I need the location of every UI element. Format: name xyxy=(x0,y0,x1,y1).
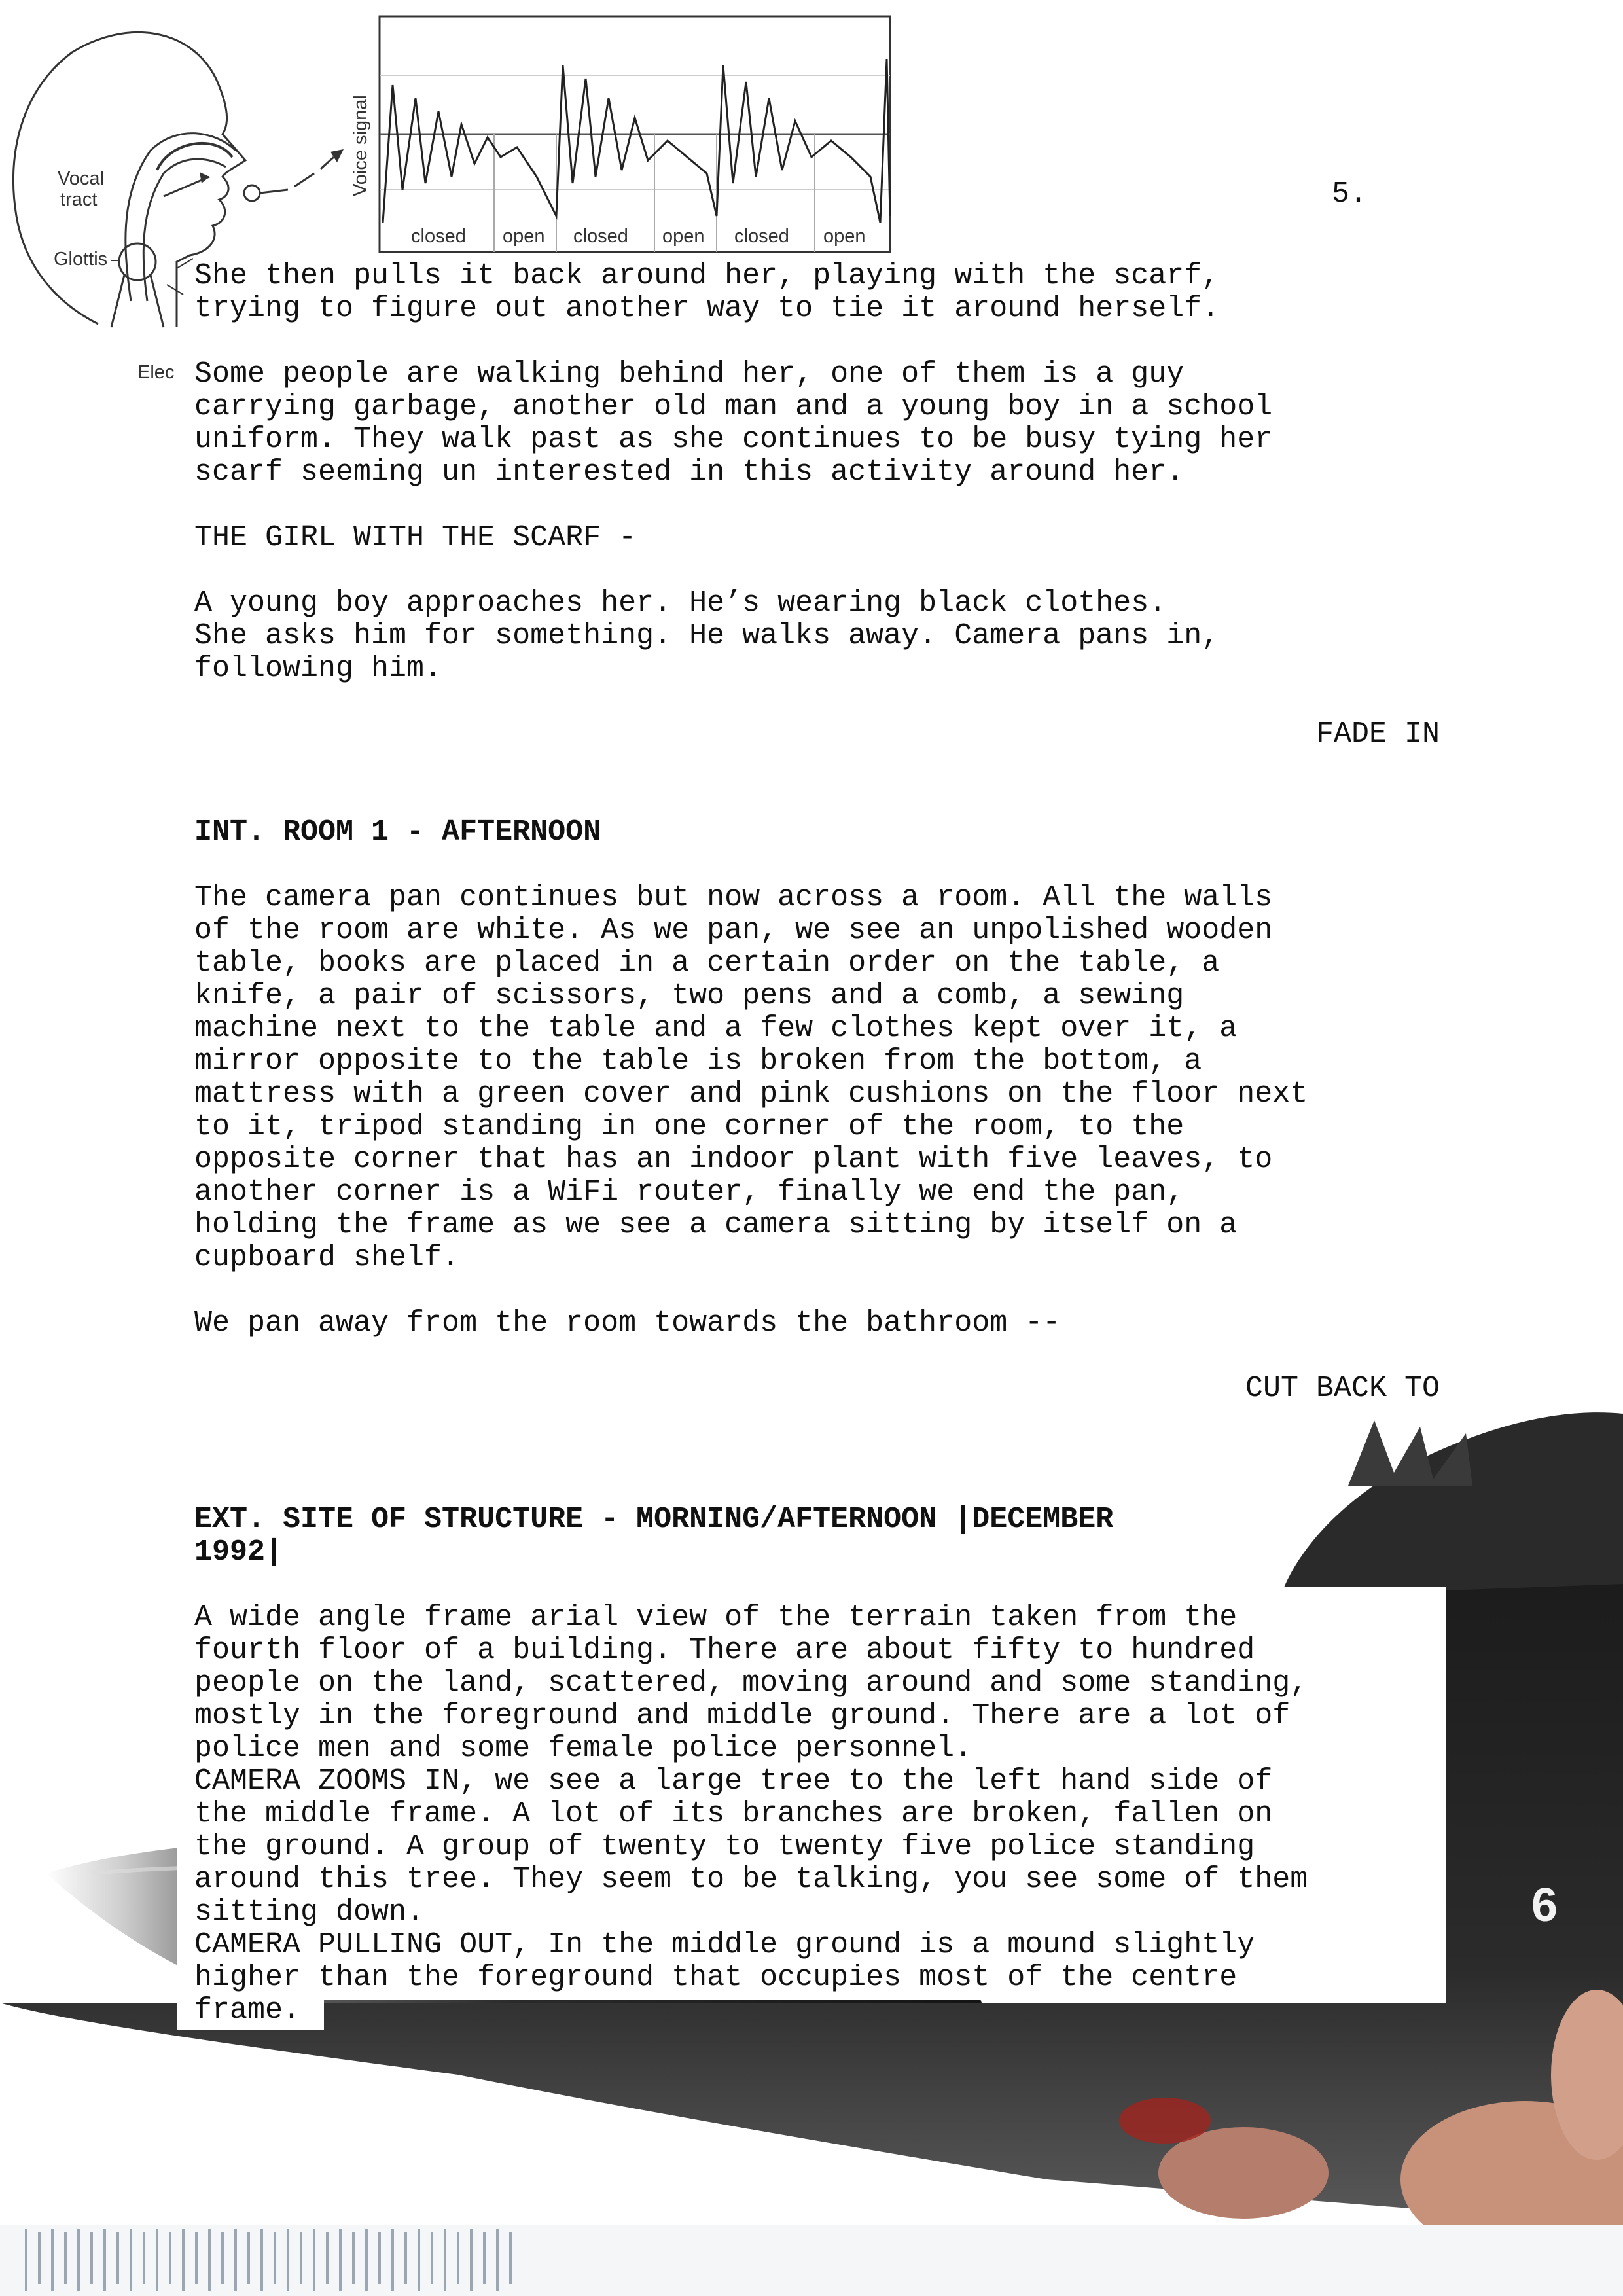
action-paragraph: Some people are walking behind her, one of them is a guy carrying garbage, another old man and a young boy in a school uniform. They walk past as she continues to be busy tying her scarf seeming un interested in this activity around her. xyxy=(194,357,1273,489)
action-paragraph: A young boy approaches her. He’s wearing black clothes. She asks him for something. He walks away. Camera pans in, following him. xyxy=(194,586,1220,685)
action-paragraph: We pan away from the room towards the bathroom -- xyxy=(194,1306,1061,1340)
action-paragraph: A wide angle frame arial view of the terrain taken from the fourth floor of a building. There are about fifty to hundred people on the land, scattered, moving around and some standing, mostly in the foreground and middle ground. There are a lot of police men and some female police personnel. CAMERA ZOOMS IN, we see a large tree to the left hand side of the middle frame. A lot of its branches are broken, fallen on the ground. A group of twenty to twenty five police standing around this tree. They seem to be talking, you see some of them sitting down. CAMERA PULLING OUT, In the middle ground is a mound slightly higher than the foreground that occupies most of the centre frame. xyxy=(194,1601,1308,2027)
transition-fade-in: FADE IN xyxy=(1315,717,1440,751)
glottis-circle xyxy=(119,243,156,280)
phase-label: closed xyxy=(573,226,628,247)
phase-label: closed xyxy=(411,226,466,247)
phase-label: closed xyxy=(734,226,789,247)
voice-signal-waveform xyxy=(383,59,890,223)
y-axis-label: Voice signal xyxy=(350,95,371,196)
action-paragraph: She then pulls it back around her, playing with the scarf, trying to figure out another way to tie it around herself. xyxy=(194,259,1220,325)
phase-label: open xyxy=(662,226,705,247)
label-cropped: Elec xyxy=(137,362,175,383)
phase-label: open xyxy=(503,226,545,247)
microphone-icon xyxy=(244,185,260,201)
action-paragraph: The camera pan continues but now across a room. All the walls of the room are white. As we pan, we see an unpolished wooden table, books are placed in a certain order on the table, a knife, a pair of scissors, two pens and a comb, a sewing machine next to the table and a few clothes kept over it, a mirror opposite to the table is broken from the bottom, a mattress with a green cover and pink cushions on the floor next to it, tripod standing in one corner of the room, to the opposite corner that has an indoor plant with five leaves, to another corner is a WiFi router, finally we end the pan, holding the frame as we see a camera sitting by itself on a cupboard shelf. xyxy=(194,881,1308,1274)
scene-heading: INT. ROOM 1 - AFTERNOON xyxy=(194,816,601,849)
label-tract: tract xyxy=(60,189,98,210)
photo-number-6: 6 xyxy=(1531,1879,1558,1931)
label-glottis: Glottis xyxy=(54,249,108,270)
scene-heading: EXT. SITE OF STRUCTURE - MORNING/AFTERNOON |DECEMBER 1992| xyxy=(194,1503,1114,1569)
page-number: 5. xyxy=(1332,177,1368,211)
vocal-tract-figure xyxy=(0,0,903,393)
transition-cut-back-to: CUT BACK TO xyxy=(1245,1372,1440,1405)
label-vocal: Vocal xyxy=(58,168,104,189)
scene-description: THE GIRL WITH THE SCARF - xyxy=(194,521,637,554)
phase-label: open xyxy=(823,226,866,247)
